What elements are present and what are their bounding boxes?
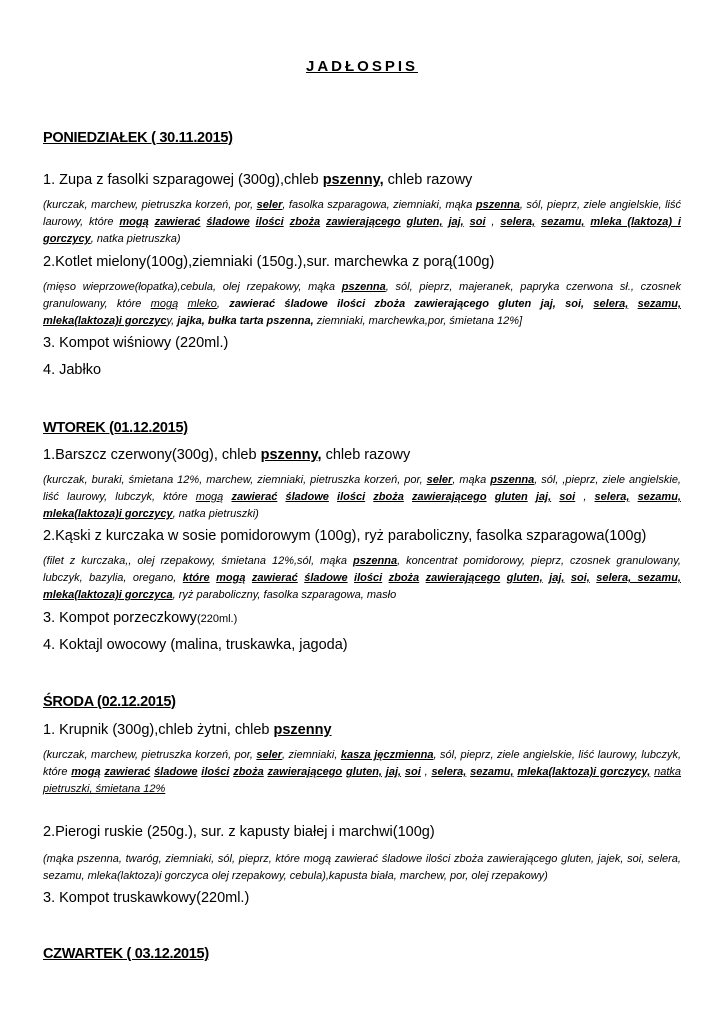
text-run: seler (256, 199, 283, 211)
text-run: mleka (laktoza) i gorczycy (43, 216, 681, 245)
text-run (584, 298, 593, 310)
text-run: , (485, 216, 501, 228)
text-run: zawierać śladowe ilości zboża zawierającego gluten jaj, soi, (229, 298, 585, 310)
text-run: mogą (150, 298, 179, 310)
text-run: 4. Jabłko (43, 362, 102, 378)
text-run: mogą (71, 766, 101, 778)
text-run: jaj, (535, 491, 552, 503)
dish-ingredients (43, 553, 681, 604)
text-run: natka pietruszki, śmietana 12% (43, 766, 682, 795)
day-heading-wednesday: ŚRODA (02.12.2015) (43, 694, 176, 710)
text-run: pszenna (353, 555, 398, 567)
text-run: , sól, pieprz, majeranek, papryka czerwona sł., czosnek granulowany, które (43, 281, 681, 310)
text-run: zboża (373, 491, 404, 503)
text-run: sezamu, (637, 491, 681, 503)
text-run: , mąka (452, 474, 491, 486)
dish-ingredients (43, 747, 681, 798)
text-run (629, 491, 637, 503)
text-run: selera, (500, 216, 536, 228)
text-run: y, (166, 315, 178, 327)
text-run: sezamu, (470, 766, 514, 778)
text-run: mleko (187, 298, 217, 310)
text-run (404, 491, 412, 503)
text-run (628, 298, 637, 310)
text-run: śladowe (285, 491, 329, 503)
text-run: zawierającego (267, 766, 343, 778)
text-run: 1. Krupnik (300g),chleb żytni, chleb (43, 722, 274, 738)
text-run: soi, (570, 572, 590, 584)
text-run: 1.Barszcz czerwony(300g), chleb (43, 447, 261, 463)
text-run: jajka, bułka tarta pszenna, (177, 315, 314, 327)
document-title: JADŁOSPIS (305, 58, 419, 75)
text-run: (mięso wieprzowe(łopatka),cebula, olej rzepakowy, mąka (43, 281, 342, 293)
text-run: , natka pietruszki) (172, 508, 259, 520)
text-run: kasza jęczmienna (340, 749, 434, 761)
text-run (178, 298, 187, 310)
dish-ingredients (43, 197, 681, 248)
text-run: mleka(laktoza)i gorczycy, (517, 766, 651, 778)
text-run: , ziemniaki, (282, 749, 341, 761)
text-run: 1. Zupa z fasolki szparagowej (300g),chleb (43, 172, 323, 188)
text-run: , sól, ,pieprz, ziele angielskie, liść laurowy, lubczyk, które (43, 474, 681, 503)
text-run: gluten (494, 491, 528, 503)
dish-ingredients (43, 472, 681, 523)
text-run: 2.Kotlet mielony(100g),ziemniaki (150g.),sur. marchewka z porą(100g) (43, 254, 495, 270)
text-run: , (216, 298, 230, 310)
text-run: selera, (594, 491, 630, 503)
dish-line (43, 610, 237, 626)
day-heading-monday: PONIEDZIAŁEK ( 30.11.2015) (43, 130, 233, 146)
text-run: chleb razowy (321, 447, 411, 463)
text-run: mogą (195, 491, 224, 503)
text-run: zawierającego (425, 572, 501, 584)
text-run: selera, (431, 766, 467, 778)
dish-line (43, 254, 494, 270)
text-run: (kurczak, marchew, pietruszka korzeń, por, (43, 199, 257, 211)
text-run (329, 491, 337, 503)
text-run: (filet z kurczaka,, olej rzepakowy, śmietana 12%,sól, mąka (43, 555, 354, 567)
text-run: (220ml.) (196, 613, 238, 625)
text-run: soi (469, 216, 486, 228)
text-run: śladowe (206, 216, 250, 228)
dish-line (43, 362, 101, 378)
text-run: 2.Kąski z kurczaka w sosie pomidorowym (100g), ryż paraboliczny, fasolka szparagowa(100g) (43, 528, 647, 544)
dish-line (43, 172, 472, 188)
text-run: ilości (354, 572, 383, 584)
text-run: sezamu, (541, 216, 585, 228)
text-run: 3. Kompot truskawkowy(220ml.) (43, 890, 250, 906)
text-run: , natka pietruszka) (90, 233, 181, 245)
text-run: jaj, (448, 216, 464, 228)
text-run: 3. Kompot wiśniowy (220ml.) (43, 335, 229, 351)
text-run: pszenny, (260, 447, 322, 463)
dish-line (43, 890, 249, 906)
text-run: soi (404, 766, 421, 778)
text-run: mleka(laktoza)i gorczyc (43, 315, 167, 327)
text-run: ziemniaki, marchewka,por, śmietana 12%] (313, 315, 523, 327)
text-run: soi (559, 491, 576, 503)
dish-line (43, 528, 646, 544)
text-run: chleb razowy (383, 172, 473, 188)
text-run: gluten, (406, 216, 443, 228)
text-run: jaj, (549, 572, 565, 584)
dish-line (43, 637, 348, 653)
text-run: zawierać (104, 766, 151, 778)
text-run: , sól, pieprz, ziele angielskie, liść laurowy, lubczyk, które (43, 749, 681, 778)
text-run: 4. Koktajl owocowy (malina, truskawka, jagoda) (43, 637, 348, 653)
dish-line (43, 335, 228, 351)
text-run: gluten, (345, 766, 382, 778)
text-run: zawierającego (411, 491, 487, 503)
text-run: mogą (216, 572, 246, 584)
text-run: zawierać (251, 572, 298, 584)
text-run: pszenna (490, 474, 535, 486)
text-run: pszenny (273, 722, 332, 738)
dish-line (43, 824, 435, 840)
text-run: ilości (337, 491, 366, 503)
text-run: selera, sezamu, mleka(laktoza)i gorczyca (43, 572, 681, 601)
text-run: zboża (388, 572, 420, 584)
dish-line (43, 722, 332, 738)
text-run: które (182, 572, 210, 584)
text-run: , (575, 491, 595, 503)
text-run: seler (256, 749, 283, 761)
text-run: zawierającego (326, 216, 401, 228)
text-run: selera, (593, 298, 629, 310)
text-run: , (420, 766, 432, 778)
text-run: pszenny, (322, 172, 384, 188)
text-run: sezamu, (637, 298, 682, 310)
text-run: zawierać (154, 216, 201, 228)
text-run: (mąka pszenna, twaróg, ziemniaki, sól, pieprz, które mogą zawierać śladowe ilości zboża zawierającego gluten, jajek, soi, selera, sezamu, mleka(laktoza)i gorczyca olej rzepakowy, cebula),kapusta biała, marchew, por, olej rzepakowy) (43, 853, 681, 882)
text-run: 3. Kompot porzeczkowy (43, 610, 197, 626)
text-run: pszenna (475, 199, 520, 211)
text-run: ilości (201, 766, 230, 778)
text-run: mogą (119, 216, 149, 228)
text-run: , koncentrat pomidorowy, pieprz, czosnek granulowany, lubczyk, bazylia, oregano, (43, 555, 681, 584)
text-run (528, 491, 536, 503)
text-run: jaj, (385, 766, 402, 778)
day-heading-thursday: CZWARTEK ( 03.12.2015) (43, 946, 209, 962)
dish-line (43, 447, 410, 463)
text-run: zawierać (231, 491, 278, 503)
text-run: (kurczak, buraki, śmietana 12%, marchew, ziemniaki, pietruszka korzeń, por, (43, 474, 427, 486)
text-run: zboża (233, 766, 264, 778)
text-run (487, 491, 495, 503)
text-run: , fasolka szparagowa, ziemniaki, mąka (282, 199, 476, 211)
text-run: śladowe (304, 572, 348, 584)
text-run: , ryż paraboliczny, fasolka szparagowa, masło (172, 589, 397, 601)
dish-ingredients (43, 851, 681, 885)
dish-ingredients (43, 279, 681, 330)
text-run: pszenna (341, 281, 386, 293)
text-run: gluten, (506, 572, 543, 584)
text-run: , sól, pieprz, ziele angielskie, liść laurowy, które (43, 199, 681, 228)
day-heading-tuesday: WTOREK (01.12.2015) (43, 420, 188, 436)
text-run: 2.Pierogi ruskie (250g.), sur. z kapusty białej i marchwi(100g) (43, 824, 435, 840)
text-run: śladowe (154, 766, 198, 778)
text-run: seler (426, 474, 453, 486)
text-run: ilości (255, 216, 284, 228)
text-run: (kurczak, marchew, pietruszka korzeń, por, (43, 749, 257, 761)
text-run: mleka(laktoza)i gorczycy (43, 508, 173, 520)
text-run: zboża (289, 216, 321, 228)
